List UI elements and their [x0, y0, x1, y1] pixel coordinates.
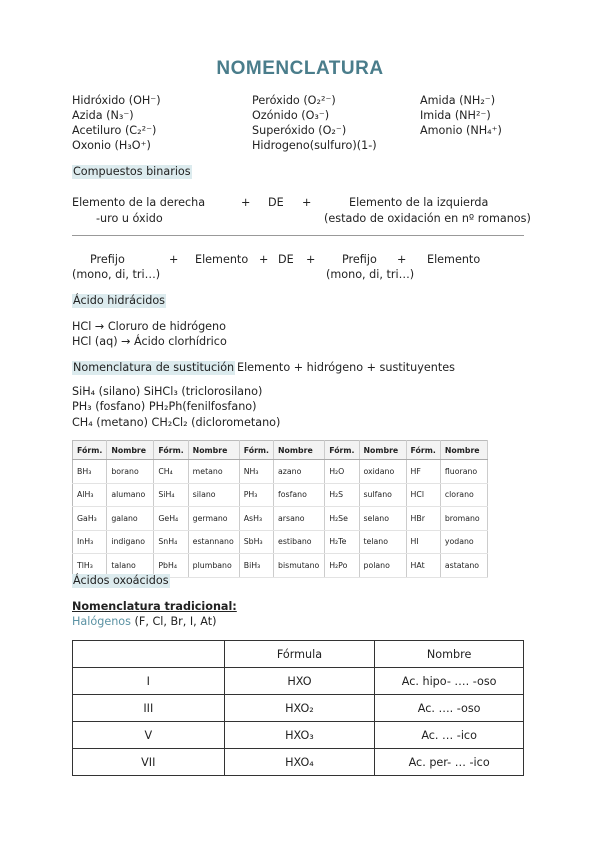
table-cell: SbH₃ [239, 530, 273, 554]
ion: Peróxido (O₂²⁻) [252, 94, 336, 107]
prefijo-plus-1: + [169, 253, 179, 266]
binarios-plus-2: + [302, 196, 312, 209]
table-row [73, 483, 488, 507]
table-cell: GeH₄ [154, 507, 188, 531]
subheading-tradicional: Nomenclatura tradicional: [72, 600, 237, 613]
table-cell: Ac. … -ico [375, 722, 524, 749]
table-cell: I [73, 668, 225, 695]
table-cell: talano [107, 554, 154, 578]
table-cell: PH₃ [239, 483, 273, 507]
prefijo-elemento-2: Elemento [427, 253, 481, 266]
table-cell: BH₃ [73, 460, 107, 484]
header-cell: Nombre [440, 441, 487, 460]
table-cell: HXO₃ [224, 722, 375, 749]
prefijo-plus-3: + [306, 253, 316, 266]
prefijo-sub-2: (mono, di, tri…) [326, 268, 415, 281]
hydrides-table [72, 440, 488, 578]
header-cell [73, 641, 225, 668]
prefijo-2: Prefijo [342, 253, 377, 266]
ion: Acetiluro (C₂²⁻) [72, 124, 157, 137]
header-cell: Fórm. [239, 441, 273, 460]
table-row [73, 530, 488, 554]
binarios-left-sub: -uro u óxido [96, 212, 163, 225]
table-cell: yodano [440, 530, 487, 554]
table-cell: SnH₄ [154, 530, 188, 554]
prefijo-1: Prefijo [90, 253, 125, 266]
prefijo-plus-4: + [397, 253, 407, 266]
header-cell: Nombre [107, 441, 154, 460]
table-cell: TlH₃ [73, 554, 107, 578]
table-cell: HI [406, 530, 440, 554]
prefijo-sub-1: (mono, di, tri…) [72, 268, 161, 281]
table-cell: HXO [224, 668, 375, 695]
ion: Hidrogeno(sulfuro)(1-) [252, 139, 377, 152]
header-cell: Fórm. [325, 441, 359, 460]
table-cell: V [73, 722, 225, 749]
halogenos-line [72, 615, 217, 629]
table-cell: H₂Po [325, 554, 359, 578]
table-cell: Ac. …. -oso [375, 695, 524, 722]
table-cell: BiH₃ [239, 554, 273, 578]
sustitucion-line: PH₃ (fosfano) PH₂Ph(fenilfosfano) [72, 400, 257, 413]
table-cell: GaH₃ [73, 507, 107, 531]
table-cell: Ac. per- … -ico [375, 749, 524, 776]
ion: Hidróxido (OH⁻) [72, 94, 161, 107]
prefijo-de: DE [278, 253, 294, 266]
oxoacid-table [72, 640, 524, 776]
binarios-right: Elemento de la izquierda [349, 196, 489, 209]
header-cell: Fórm. [154, 441, 188, 460]
table-header-row [73, 641, 524, 668]
table-cell: Ac. hipo- …. -oso [375, 668, 524, 695]
ion: Oxonio (H₃O⁺) [72, 139, 151, 152]
halogenos-label: Halógenos [72, 615, 131, 628]
table-cell: VII [73, 749, 225, 776]
table-cell: estibano [274, 530, 325, 554]
ion: Ozónido (O₃⁻) [252, 109, 330, 122]
table-cell: germano [188, 507, 239, 531]
table-row [73, 507, 488, 531]
table-row [73, 722, 524, 749]
table-cell: galano [107, 507, 154, 531]
table-cell: fluorano [440, 460, 487, 484]
prefijo-plus-2: + [259, 253, 269, 266]
table-cell: telano [359, 530, 406, 554]
section-heading-binarios: Compuestos binarios [73, 165, 191, 178]
header-cell: Nombre [188, 441, 239, 460]
table-cell: SiH₄ [154, 483, 188, 507]
binarios-de: DE [268, 196, 284, 209]
table-row [73, 668, 524, 695]
table-cell: arsano [274, 507, 325, 531]
section-heading-sustitucion: Nomenclatura de sustitución [73, 361, 235, 374]
binarios-right-sub: (estado de oxidación en nº romanos) [324, 212, 531, 225]
sustitucion-rule: Elemento + hidrógeno + sustituyentes [237, 361, 455, 374]
header-cell: Fórm. [73, 441, 107, 460]
table-cell: bromano [440, 507, 487, 531]
header-cell: Nombre [274, 441, 325, 460]
table-cell: plumbano [188, 554, 239, 578]
binarios-left: Elemento de la derecha [72, 196, 206, 209]
table-cell: InH₃ [73, 530, 107, 554]
table-cell: H₂Te [325, 530, 359, 554]
table-cell: polano [359, 554, 406, 578]
header-cell: Nombre [359, 441, 406, 460]
sustitucion-line: CH₄ (metano) CH₂Cl₂ (diclorometano) [72, 416, 281, 429]
prefijo-elemento-1: Elemento [195, 253, 249, 266]
table-cell: H₂O [325, 460, 359, 484]
table-cell: oxidano [359, 460, 406, 484]
table-cell: NH₃ [239, 460, 273, 484]
table-row [73, 695, 524, 722]
table-cell: borano [107, 460, 154, 484]
ion: Imida (NH²⁻) [420, 109, 491, 122]
table-cell: estannano [188, 530, 239, 554]
table-cell: HXO₄ [224, 749, 375, 776]
section-heading-hidracidos: Ácido hidrácidos [73, 294, 166, 307]
table-cell: CH₄ [154, 460, 188, 484]
table-cell: AlH₃ [73, 483, 107, 507]
table-cell: H₂Se [325, 507, 359, 531]
table-cell: azano [274, 460, 325, 484]
ion: Amida (NH₂⁻) [420, 94, 496, 107]
table-cell: alumano [107, 483, 154, 507]
table-cell: selano [359, 507, 406, 531]
table-cell: AsH₃ [239, 507, 273, 531]
page-title: NOMENCLATURA [216, 58, 384, 79]
table-cell: HBr [406, 507, 440, 531]
header-cell: Nombre [375, 641, 524, 668]
ion: Amonio (NH₄⁺) [420, 124, 502, 137]
ion: Superóxido (O₂⁻) [252, 124, 347, 137]
hidracidos-line: HCl (aq) → Ácido clorhídrico [72, 335, 227, 348]
table-cell: HAt [406, 554, 440, 578]
table-cell: bismutano [274, 554, 325, 578]
sustitucion-line: SiH₄ (silano) SiHCl₃ (triclorosilano) [72, 385, 263, 398]
divider [72, 235, 524, 236]
table-cell: sulfano [359, 483, 406, 507]
table-row [73, 460, 488, 484]
header-cell: Fórmula [224, 641, 375, 668]
table-cell: III [73, 695, 225, 722]
table-cell: HXO₂ [224, 695, 375, 722]
table-row [73, 749, 524, 776]
halogenos-list: (F, Cl, Br, I, At) [134, 615, 217, 628]
table-cell: fosfano [274, 483, 325, 507]
table-cell: silano [188, 483, 239, 507]
table-cell: HF [406, 460, 440, 484]
table-cell: clorano [440, 483, 487, 507]
table-cell: metano [188, 460, 239, 484]
binarios-plus-1: + [241, 196, 251, 209]
ion: Azida (N₃⁻) [72, 109, 134, 122]
table-cell: H₂S [325, 483, 359, 507]
table-cell: astatano [440, 554, 487, 578]
table-header-row [73, 441, 488, 460]
table-cell: PbH₄ [154, 554, 188, 578]
table-cell: indigano [107, 530, 154, 554]
hidracidos-line: HCl → Cloruro de hidrógeno [72, 320, 226, 333]
section-heading-oxoacidos: Ácidos oxoácidos [73, 574, 169, 587]
table-cell: HCl [406, 483, 440, 507]
header-cell: Fórm. [406, 441, 440, 460]
